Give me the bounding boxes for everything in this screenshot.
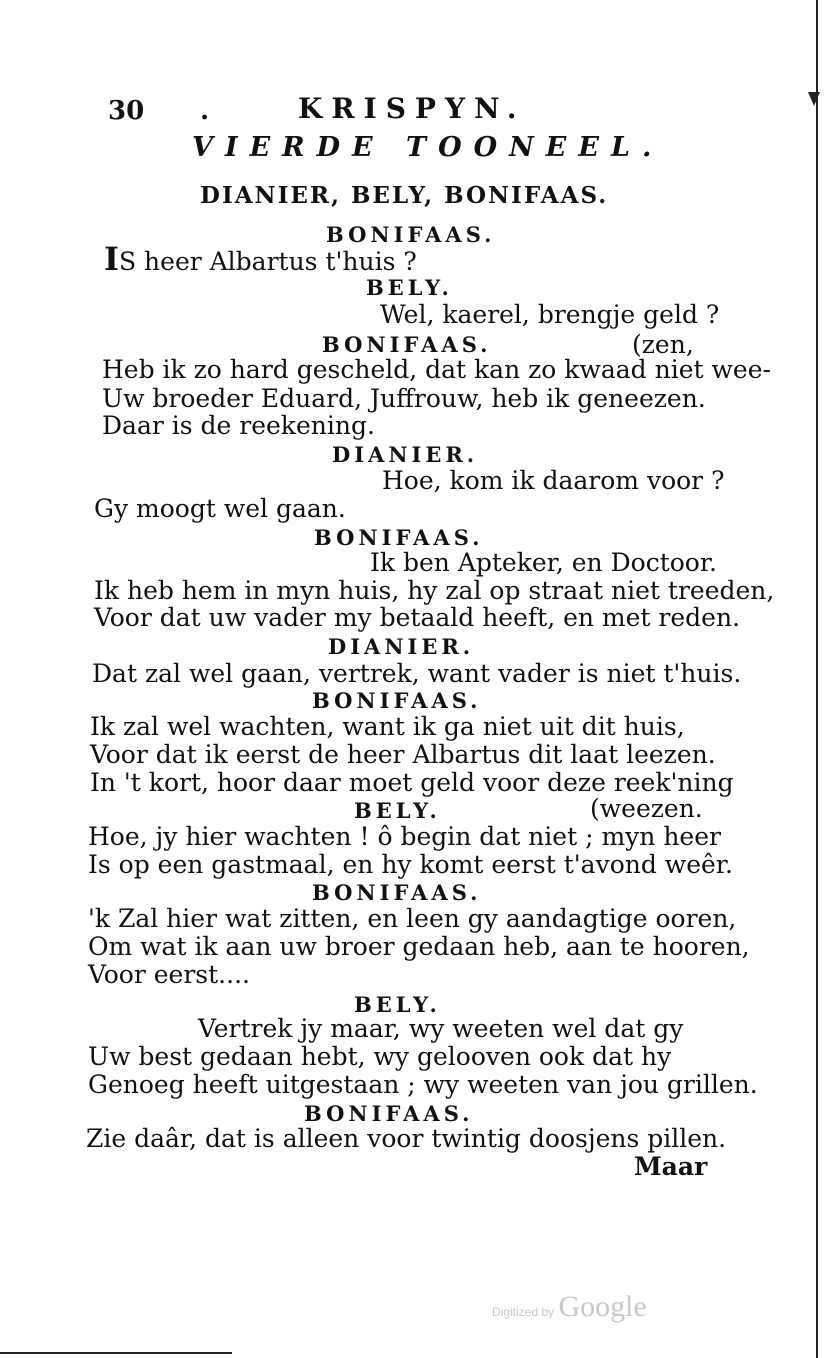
verse-line: Om wat ik aan uw broer gedaan heb, aan te hooren,	[88, 932, 750, 961]
verse-carryover: (weezen.	[590, 794, 703, 823]
verse-line: Vertrek jy maar, wy weeten wel dat gy	[198, 1014, 684, 1043]
verse-line: Ik ben Apteker, en Doctoor.	[370, 548, 717, 577]
digitized-watermark	[492, 1290, 647, 1324]
verse-line: Is op een gastmaal, en hy komt eerst t'avond weêr.	[88, 850, 733, 879]
speaker-label: BONIFAAS.	[312, 688, 482, 713]
verse-line: Wel, kaerel, brengje geld ?	[380, 300, 720, 329]
header-dot: .	[200, 96, 210, 126]
verse-text: S heer Albartus t'huis ?	[118, 247, 417, 276]
speaker-label: BONIFAAS.	[314, 525, 484, 550]
speaker-label: BELY.	[354, 992, 441, 1017]
verse-line: Ik heb hem in myn huis, hy zal op straat niet treeden,	[94, 576, 775, 605]
speaker-label: DIANIER.	[332, 442, 479, 467]
page-number: 30	[108, 96, 145, 126]
verse-line: Uw best gedaan hebt, wy gelooven ook dat hy	[88, 1042, 672, 1071]
verse-line: Uw broeder Eduard, Juffrouw, heb ik geneezen.	[102, 384, 706, 413]
verse-line: Genoeg heeft uitgestaan ; wy weeten van jou grillen.	[88, 1070, 758, 1099]
speaker-label: BONIFAAS.	[304, 1101, 474, 1126]
speaker-label: BONIFAAS.	[326, 222, 496, 247]
watermark-prefix: Digitized by	[492, 1305, 555, 1319]
watermark-brand: Google	[558, 1290, 647, 1323]
cast-list: DIANIER, BELY, BONIFAAS.	[200, 182, 609, 209]
verse-line: Daar is de reekening.	[102, 411, 375, 440]
verse-line: Ik zal wel wachten, want ik ga niet uit dit huis,	[90, 712, 685, 741]
speaker-label: BONIFAAS.	[312, 880, 482, 905]
verse-line: Gy moogt wel gaan.	[94, 494, 346, 523]
page-edge-rule	[816, 0, 818, 1358]
verse-carryover: (zen,	[632, 330, 694, 359]
bottom-edge-rule	[0, 1352, 232, 1354]
verse-line: Voor eerst....	[88, 960, 250, 989]
verse-line: Hoe, kom ik daarom voor ?	[382, 466, 725, 495]
verse-line: Hoe, jy hier wachten ! ô begin dat niet ; myn heer	[88, 822, 721, 851]
verse-line: Voor dat uw vader my betaald heeft, en met reden.	[94, 603, 741, 632]
scene-title: VIERDE TOONEEL.	[192, 132, 664, 163]
drop-cap: I	[104, 240, 119, 278]
verse-line: Dat zal wel gaan, vertrek, want vader is niet t'huis.	[92, 659, 742, 688]
verse-line: Zie daâr, dat is alleen voor twintig doosjens pillen.	[86, 1124, 727, 1153]
verse-line: Heb ik zo hard gescheld, dat kan zo kwaad niet wee-	[102, 355, 771, 384]
speaker-label: BONIFAAS.	[322, 332, 492, 357]
speaker-label: BELY.	[354, 798, 441, 823]
arrow-down-icon	[808, 92, 820, 106]
speaker-label: BELY.	[366, 275, 453, 300]
speaker-label: DIANIER.	[328, 634, 475, 659]
catchword: Maar	[634, 1152, 708, 1181]
running-title: KRISPYN.	[298, 92, 526, 125]
verse-line: In 't kort, hoor daar moet geld voor deze reek'ning	[90, 768, 734, 797]
verse-line: Voor dat ik eerst de heer Albartus dit laat leezen.	[90, 740, 716, 769]
verse-line: 'k Zal hier wat zitten, en leen gy aandagtige ooren,	[88, 904, 737, 933]
